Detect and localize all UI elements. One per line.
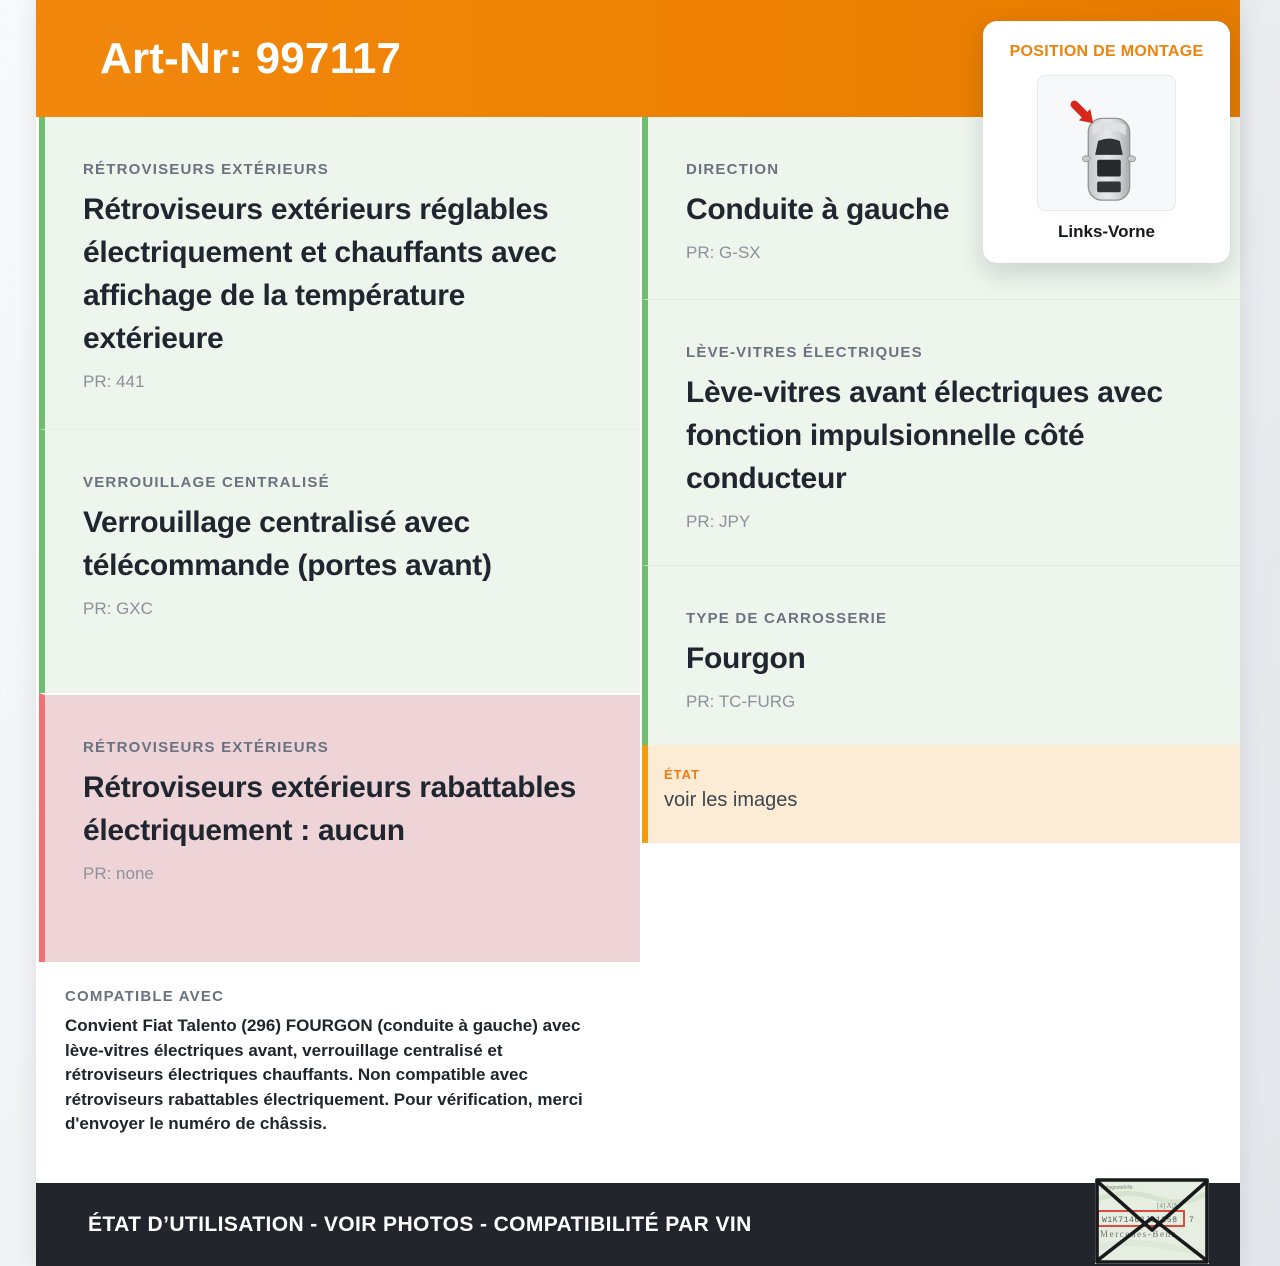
footer-text: ÉTAT D’UTILISATION - VOIR PHOTOS - COMPATIBILITÉ PAR VIN: [88, 1212, 752, 1236]
feature-card-mirrors-folding-none: [39, 693, 640, 962]
car-top-view-icon: [1038, 75, 1175, 211]
feature-card-central-locking: [39, 429, 640, 693]
condition-card: [642, 745, 1240, 843]
card-title: Fourgon: [686, 642, 806, 675]
mounting-position-label: POSITION DE MONTAGE: [1009, 43, 1204, 60]
right-column-filler: [642, 843, 1240, 1183]
card-pr-code: PR: TC-FURG: [686, 692, 796, 711]
feature-card-mirrors-electric: [39, 117, 640, 429]
condition-label: ÉTAT: [664, 767, 701, 782]
red-arrow-icon: [1074, 105, 1093, 124]
mounting-position-caption: Links-Vorne: [1058, 222, 1155, 241]
card-title: Verrouillage centralisé avec télécommande (portes avant): [83, 506, 492, 582]
card-label: DIRECTION: [686, 161, 780, 178]
feature-card-body-type: [642, 565, 1240, 745]
card-pr-code: PR: G-SX: [686, 243, 761, 262]
mounting-position-card: [983, 21, 1230, 263]
mounting-position-image-frame: [1037, 75, 1176, 211]
card-pr-code: PR: JPY: [686, 512, 751, 531]
right-column: [642, 117, 1240, 1183]
listing-sheet: [36, 0, 1240, 1266]
footer-bar: [36, 1183, 1240, 1266]
feature-card-power-windows: [642, 299, 1240, 565]
article-number-title: Art-Nr: 997117: [100, 33, 402, 83]
svg-text:Mercedes-Benz: Mercedes-Benz: [1100, 1229, 1178, 1239]
card-label: VERROUILLAGE CENTRALISÉ: [83, 474, 330, 491]
svg-text:W1K71463J31258: W1K71463J31258: [1102, 1216, 1178, 1225]
card-label: LÈVE-VITRES ÉLECTRIQUES: [686, 344, 923, 361]
svg-text:[4] A|A: [4] A|A: [1157, 1202, 1179, 1210]
card-label: TYPE DE CARROSSERIE: [686, 610, 888, 627]
svg-text:7: 7: [1189, 1216, 1194, 1225]
card-title: Rétroviseurs extérieurs réglables électriquement et chauffants avec affichage de la température extérieure: [83, 193, 557, 355]
left-column: [39, 117, 640, 1183]
card-pr-code: PR: GXC: [83, 599, 153, 618]
card-label: RÉTROVISEURS EXTÉRIEURS: [83, 161, 329, 178]
card-pr-code: PR: none: [83, 864, 154, 883]
vin-document-stamp: [1095, 1178, 1209, 1264]
registration-document-envelope-icon: [1095, 1178, 1209, 1264]
card-title: Rétroviseurs extérieurs rabattables électriquement : aucun: [83, 771, 577, 847]
compatibility-text: Convient Fiat Talento (296) FOURGON (conduite à gauche) avec lève-vitres électriques avant, verrouillage centralisé et rétroviseurs électriques chauffants. Non compatible avec rétroviseurs rabattables électriquement. Pour vérification, merci d'envoyer le numéro de châssis.: [65, 1016, 583, 1133]
card-pr-code: PR: 441: [83, 372, 145, 391]
condition-value: voir les images: [664, 789, 798, 811]
compatibility-label: COMPATIBLE AVEC: [65, 988, 225, 1005]
card-title: Conduite à gauche: [686, 193, 950, 226]
card-title: Lève-vitres avant électriques avec fonction impulsionnelle côté conducteur: [686, 376, 1163, 495]
main-content: [36, 117, 1240, 1183]
card-label: RÉTROVISEURS EXTÉRIEURS: [83, 739, 329, 756]
compatibility-card: [39, 962, 640, 1183]
svg-text:Fahrgestell-Nr.: Fahrgestell-Nr.: [1101, 1185, 1134, 1191]
